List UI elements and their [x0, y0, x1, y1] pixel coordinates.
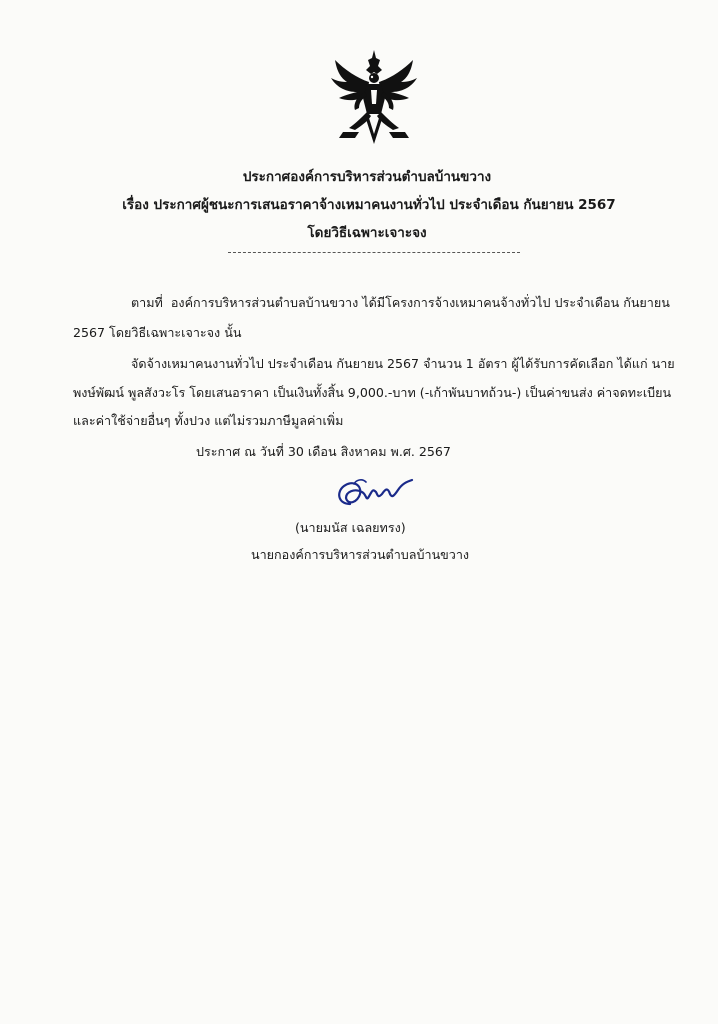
dashed-separator: [228, 252, 520, 253]
handwritten-signature: [332, 474, 416, 512]
announcement-date: ประกาศ ณ วันที่ 30 เดือน สิงหาคม พ.ศ. 2567: [196, 444, 451, 459]
announcement-subject: เรื่อง ประกาศผู้ชนะการเสนอราคาจ้างเหมาคนงานทั่วไป ประจำเดือน กันยายน 2567: [122, 197, 616, 213]
signatory-name: (นายมนัส เฉลยทรง): [295, 520, 406, 535]
paragraph-1-line-1: [131, 293, 670, 313]
paragraph-2-line-1: จัดจ้างเหมาคนงานทั่วไป ประจำเดือน กันยายน 2567 จำนวน 1 อัตรา ผู้ได้รับการคัดเลือก ได้แก่ นาย: [131, 356, 675, 371]
paragraph-1-line-2: 2567 โดยวิธีเฉพาะเจาะจง นั้น: [73, 325, 242, 340]
signatory-title: นายกองค์การบริหารส่วนตำบลบ้านขวาง: [251, 547, 470, 562]
paragraph-2-line-3: และค่าใช้จ่ายอื่นๆ ทั้งปวง แต่ไม่รวมภาษีมูลค่าเพิ่ม: [73, 413, 344, 428]
garuda-emblem-icon: [329, 48, 419, 148]
paragraph-1-text: องค์การบริหารส่วนตำบลบ้านขวาง ได้มีโครงการจ้างเหมาคนจ้างทั่วไป ประจำเดือน กันยายน: [170, 295, 670, 310]
announcement-title: ประกาศองค์การบริหารส่วนตำบลบ้านขวาง: [242, 169, 492, 185]
procurement-method: โดยวิธีเฉพาะเจาะจง: [307, 225, 427, 241]
paragraph-2-line-2: พงษ์พัฒน์ พูลสังวะโร โดยเสนอราคา เป็นเงินทั้งสิ้น 9,000.-บาท (-เก้าพันบาทถ้วน-) เป็นค่าขนส่ง ค่าจดทะเบียน: [73, 385, 672, 400]
paragraph-1-lead: ตามที่: [131, 295, 163, 310]
